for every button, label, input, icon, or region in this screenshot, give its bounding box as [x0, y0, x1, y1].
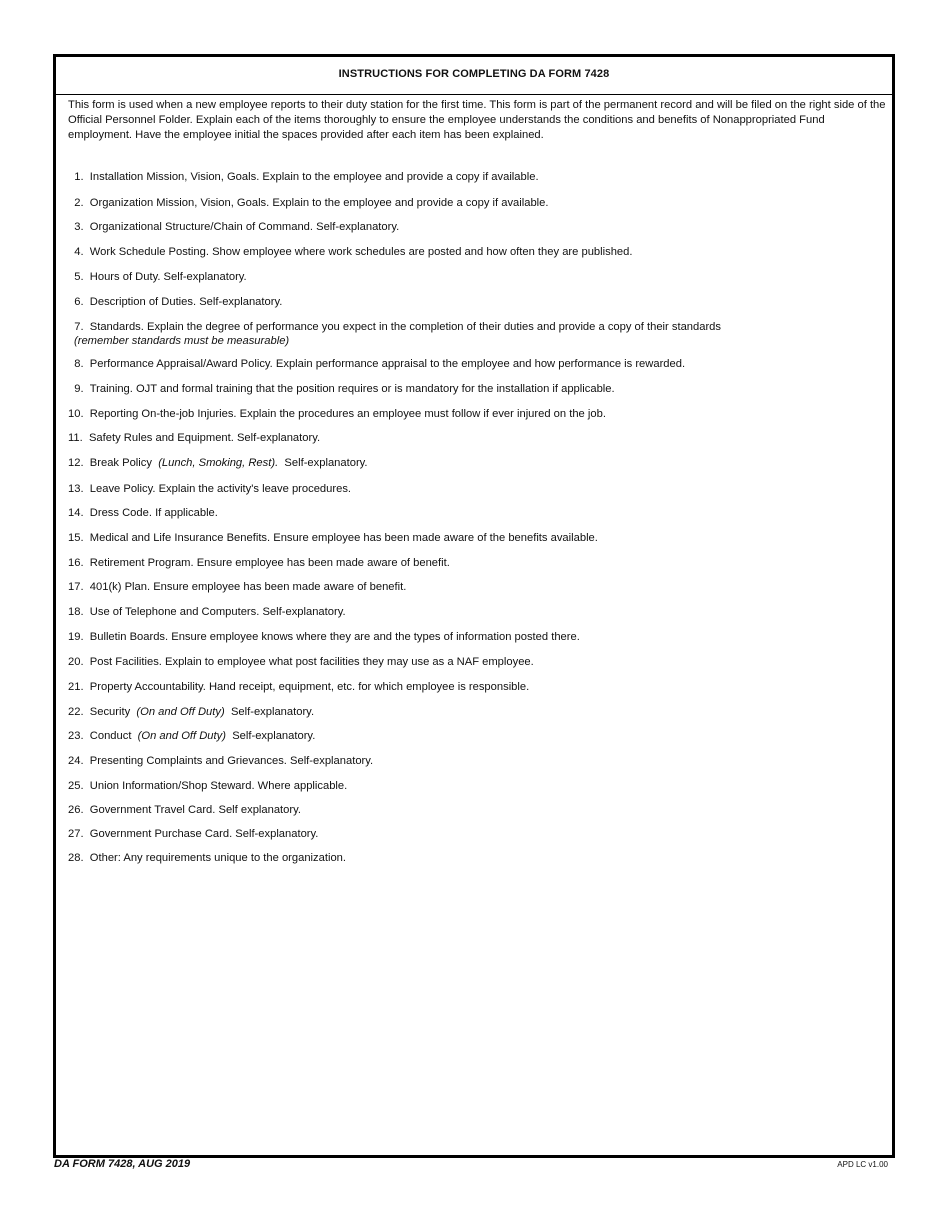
item-number: 3.	[68, 221, 84, 233]
item-text: Government Purchase Card. Self-explanatory.	[89, 828, 319, 840]
item-text: Other: Any requirements unique to the organization.	[89, 852, 347, 864]
instruction-item	[68, 407, 606, 421]
item-number: 1.	[68, 171, 84, 183]
instruction-item	[68, 803, 301, 817]
item-text: Use of Telephone and Computers. Self-explanatory.	[89, 606, 346, 618]
item-text: Safety Rules and Equipment. Self-explanatory.	[88, 432, 321, 444]
item-number: 4.	[68, 246, 84, 258]
item-text: Break Policy	[89, 457, 152, 469]
item-text: Bulletin Boards. Ensure employee knows where they are and the types of information posted there.	[89, 631, 580, 643]
item-text: Work Schedule Posting. Show employee where work schedules are posted and how often they are published.	[89, 246, 633, 258]
item-text: Reporting On-the-job Injuries. Explain the procedures an employee must follow if ever injured on the job.	[89, 408, 606, 420]
item-text: 401(k) Plan. Ensure employee has been made aware of benefit.	[89, 581, 407, 593]
item-number: 5.	[68, 271, 84, 283]
item-qualifier: (On and Off Duty)	[136, 706, 225, 718]
item-number: 6.	[68, 296, 84, 308]
instruction-item	[68, 705, 314, 719]
item-number: 7.	[68, 321, 84, 333]
instruction-item	[68, 556, 450, 570]
item-subnote: (remember standards must be measurable)	[74, 335, 290, 347]
item-number: 2.	[68, 197, 84, 209]
instruction-item	[68, 531, 598, 545]
instruction-item	[68, 220, 399, 234]
item-number: 8.	[68, 358, 84, 370]
item-number: 20.	[68, 656, 84, 668]
instruction-item	[68, 827, 318, 841]
item-number: 17.	[68, 581, 84, 593]
item-number: 23.	[68, 730, 84, 742]
item-text: Organization Mission, Vision, Goals. Explain to the employee and provide a copy if available.	[89, 197, 549, 209]
instruction-item	[68, 456, 368, 470]
item-number: 27.	[68, 828, 84, 840]
item-text: Post Facilities. Explain to employee what post facilities they may use as a NAF employee.	[89, 656, 534, 668]
item-note: Self-explanatory.	[232, 730, 316, 742]
item-qualifier: (On and Off Duty)	[137, 730, 226, 742]
item-text: Leave Policy. Explain the activity's leave procedures.	[89, 483, 352, 495]
instruction-item	[68, 357, 685, 371]
item-text: Organizational Structure/Chain of Command. Self-explanatory.	[89, 221, 400, 233]
item-number: 28.	[68, 852, 84, 864]
item-number: 18.	[68, 606, 84, 618]
instruction-item	[68, 382, 615, 396]
instruction-item	[68, 851, 346, 865]
instruction-item	[68, 655, 534, 669]
item-number: 26.	[68, 804, 84, 816]
item-text: Union Information/Shop Steward. Where applicable.	[89, 780, 348, 792]
item-number: 9.	[68, 383, 84, 395]
instruction-item	[68, 605, 346, 619]
item-number: 25.	[68, 780, 84, 792]
item-text: Training. OJT and formal training that the position requires or is mandatory for the installation if applicable.	[89, 383, 615, 395]
form-identifier: DA FORM 7428, AUG 2019	[54, 1158, 191, 1170]
instruction-item	[68, 170, 539, 184]
instruction-item	[68, 196, 549, 210]
item-number: 14.	[68, 507, 84, 519]
title-divider	[56, 94, 892, 95]
item-note: Self-explanatory.	[230, 706, 315, 718]
instruction-item	[68, 580, 406, 594]
item-text: Presenting Complaints and Grievances. Self-explanatory.	[89, 755, 374, 767]
instruction-item	[68, 270, 247, 284]
instruction-item	[68, 320, 721, 348]
item-number: 24.	[68, 755, 84, 767]
item-number: 15.	[68, 532, 84, 544]
item-text: Installation Mission, Vision, Goals. Explain to the employee and provide a copy if available.	[89, 171, 539, 183]
item-number: 11.	[68, 432, 83, 444]
item-number: 19.	[68, 631, 84, 643]
form-title: INSTRUCTIONS FOR COMPLETING DA FORM 7428	[338, 68, 610, 80]
item-text: Hours of Duty. Self-explanatory.	[89, 271, 247, 283]
instruction-item	[68, 630, 580, 644]
instruction-item	[68, 729, 315, 743]
form-version: APD LC v1.00	[837, 1160, 888, 1169]
item-text: Conduct	[89, 730, 132, 742]
item-text: Description of Duties. Self-explanatory.	[89, 296, 283, 308]
item-number: 21.	[68, 681, 84, 693]
item-number: 16.	[68, 557, 84, 569]
item-text: Standards. Explain the degree of performance you expect in the completion of their duties and provide a copy of their standards	[89, 321, 721, 333]
instructions-form	[53, 54, 895, 1158]
item-text: Medical and Life Insurance Benefits. Ensure employee has been made aware of the benefits available.	[89, 532, 598, 544]
item-number: 22.	[68, 706, 84, 718]
item-note: Self-explanatory.	[284, 457, 368, 469]
instruction-item	[68, 295, 282, 309]
item-text: Retirement Program. Ensure employee has been made aware of benefit.	[89, 557, 450, 569]
item-qualifier: (Lunch, Smoking, Rest).	[158, 457, 279, 469]
instruction-item	[68, 506, 218, 520]
instruction-item	[68, 754, 373, 768]
item-number: 12.	[68, 457, 84, 469]
item-number: 13.	[68, 483, 84, 495]
instruction-item	[68, 431, 320, 445]
item-text: Dress Code. If applicable.	[89, 507, 218, 519]
intro-paragraph: This form is used when a new employee reports to their duty station for the first time. This form is part of the permanent record and will be filed on the right side of the Official Personnel Folder. Explain each of the items thoroughly to ensure the employee understands the conditions and benefits of Nonappropriated Fund employment. Have the employee initial the spaces provided after each item has been explained.	[68, 99, 886, 141]
item-text: Security	[89, 706, 131, 718]
instruction-item	[68, 680, 529, 694]
instruction-item	[68, 779, 347, 793]
instruction-item	[68, 245, 632, 259]
item-number: 10.	[68, 408, 84, 420]
instruction-item	[68, 482, 351, 496]
item-text: Government Travel Card. Self explanatory.	[89, 804, 301, 816]
item-text: Performance Appraisal/Award Policy. Explain performance appraisal to the employee and how performance is rewarded.	[89, 358, 686, 370]
item-text: Property Accountability. Hand receipt, equipment, etc. for which employee is responsible.	[89, 681, 530, 693]
